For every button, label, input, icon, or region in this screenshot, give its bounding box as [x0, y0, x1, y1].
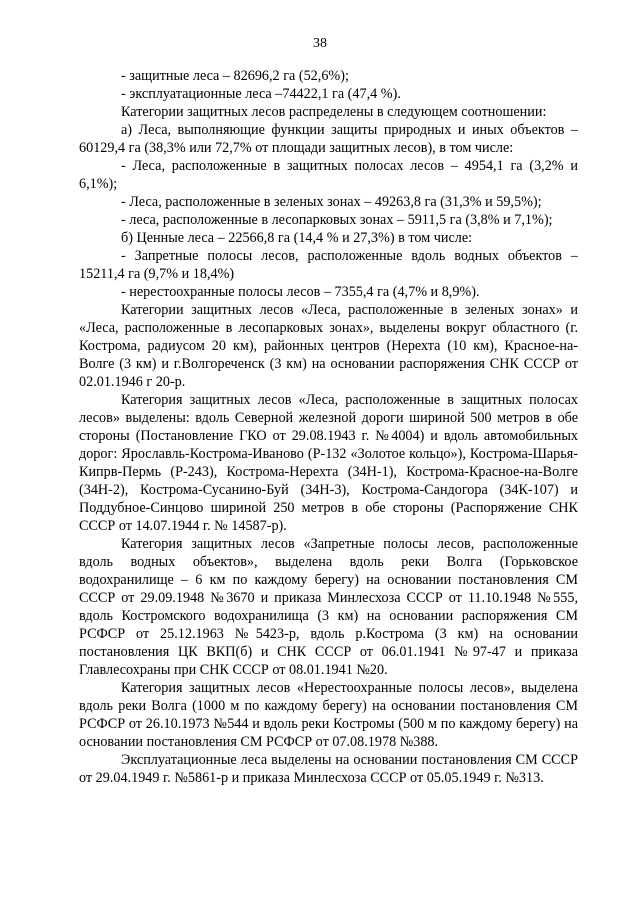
- paragraph: - эксплуатационные леса –74422,1 га (47,4 %).: [121, 86, 401, 102]
- paragraph: Категории защитных лесов «Леса, расположенные в зеленых зонах» и «Леса, расположенные в лесопарковых зонах», выделены вокруг областного (г. Кострома, радиусом 20 км), районных центров (Нерехта (10 км), Красное-на-Волге (3 км) и г.Волгореченск (3 км) на основании распоряжения СНК СССР от 02.01.1946 г 20-р.: [79, 302, 578, 390]
- paragraph: - нерестоохранные полосы лесов – 7355,4 га (4,7% и 8,9%).: [121, 284, 480, 300]
- paragraph: - Запретные полосы лесов, расположенные вдоль водных объектов – 15211,4 га (9,7% и 18,4%): [79, 248, 578, 282]
- paragraph: а) Леса, выполняющие функции защиты природных и иных объектов – 60129,4 га (38,3% или 72,7% от площади защитных лесов), в том числе:: [79, 122, 578, 156]
- page-number: 38: [313, 36, 327, 51]
- paragraph: - Леса, расположенные в защитных полосах лесов – 4954,1 га (3,2% и 6,1%);: [79, 158, 578, 192]
- paragraph: Категории защитных лесов распределены в следующем соотношении:: [121, 104, 547, 120]
- paragraph: - леса, расположенные в лесопарковых зонах – 5911,5 га (3,8% и 7,1%);: [121, 212, 553, 228]
- paragraph: Категория защитных лесов «Запретные полосы лесов, расположенные вдоль водных объектов», выделена вдоль реки Волга (Горьковское водохранилище – 6 км по каждому берегу) на основании постановления СМ СССР от 29.09.1948 №3670 и приказа Минлесхоза СССР от 11.10.1948 №555, вдоль Костромского водохранилища (3 км) на основании распоряжения СМ РСФСР от 25.12.1963 №5423-р, вдоль р.Кострома (3 км) на основании постановления ЦК ВКП(б) и СНК СССР от 06.01.1941 №97-47 и приказа Главлесохраны при СНК СССР от 08.01.1941 №20.: [79, 536, 578, 678]
- paragraph: б) Ценные леса – 22566,8 га (14,4 % и 27,3%) в том числе:: [121, 230, 473, 246]
- paragraph: - защитные леса – 82696,2 га (52,6%);: [121, 68, 349, 84]
- document-body: [79, 67, 578, 787]
- paragraph: Категория защитных лесов «Нерестоохранные полосы лесов», выделена вдоль реки Волга (1000 м по каждому берегу) на основании постановления СМ РСФСР от 26.10.1973 №544 и вдоль реки Костромы (500 м по каждому берегу) на основании постановления СМ РСФСР от 07.08.1978 №388.: [79, 680, 578, 750]
- paragraph: - Леса, расположенные в зеленых зонах – 49263,8 га (31,3% и 59,5%);: [121, 194, 542, 210]
- paragraph: Эксплуатационные леса выделены на основании постановления СМ СССР от 29.04.1949 г. №5861-р и приказа Минлесхоза СССР от 05.05.1949 г. №313.: [79, 752, 578, 786]
- paragraph: Категория защитных лесов «Леса, расположенные в защитных полосах лесов» выделены: вдоль Северной железной дороги шириной 500 метров в обе стороны (Постановление ГКО от 29.08.1943 г. №4004) и вдоль автомобильных дорог: Ярославль-Кострома-Иваново (Р-132 «Золотое кольцо»), Кострома-Шарья-Кипрв-Пермь (Р-243), Кострома-Нерехта (34Н-1), Кострома-Красное-на-Волге (34Н-2), Кострома-Сусанино-Буй (34Н-3), Кострома-Сандогора (34К-107) и Поддубное-Синцово шириной 250 метров в обе стороны (Распоряжение СНК СССР от 14.07.1944 г. № 14587-р).: [79, 392, 578, 534]
